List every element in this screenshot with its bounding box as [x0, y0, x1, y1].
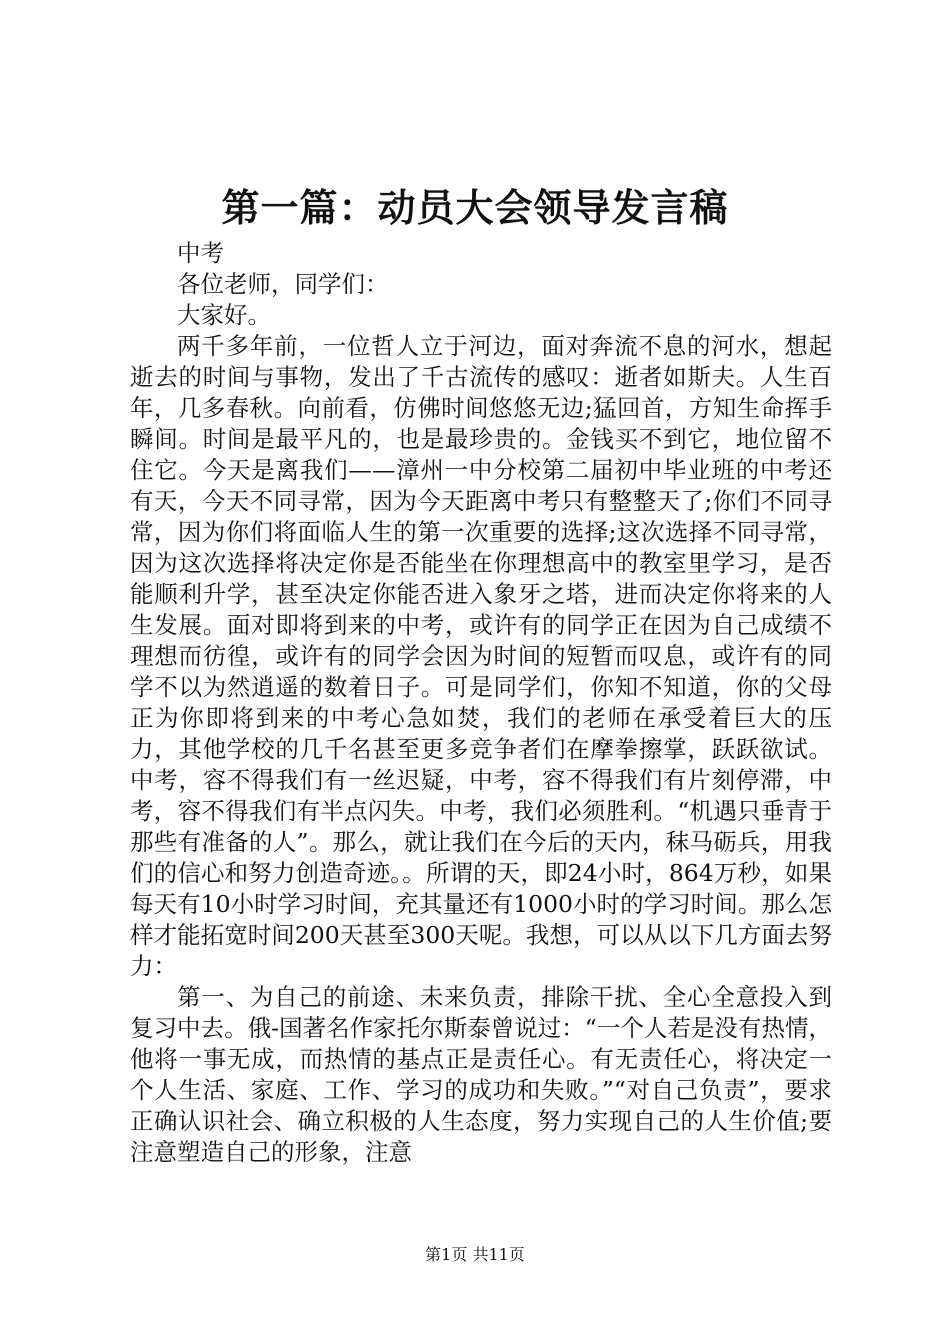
paragraph-exam-label: 中考	[177, 239, 224, 267]
paragraph-point-one: 第一、为自己的前途、未来负责，排除干扰、全心全意投入到复习中去。俄-国著名作家托尔斯泰曾说过：“一个人若是没有热情，他将一事无成，而热情的基点正是责任心。有无责任心，将决定一个人生活、家庭、工作、学习的成功和失败。”“对自己负责”，要求正确认识社会、确立积极的人生态度，努力实现自己的人生价值;要注意塑造自己的形象，注意	[130, 983, 832, 1166]
paragraph-salutation: 各位老师，同学们：	[177, 270, 389, 298]
page-footer: 第1页 共11页	[425, 1245, 525, 1264]
paragraph-greeting: 大家好。	[177, 301, 271, 329]
paragraph-main: 两千多年前，一位哲人立于河边，面对奔流不息的河水，想起逝去的时间与事物，发出了千古流传的感叹：逝者如斯夫。人生百年，几多春秋。向前看，仿佛时间悠悠无边;猛回首，方知生命挥手瞬间。时间是最平凡的，也是最珍贵的。金钱买不到它，地位留不住它。今天是离我们——漳州一中分校第二届初中毕业班的中考还有天，今天不同寻常，因为今天距离中考只有整整天了;你们不同寻常，因为你们将面临人生的第一次重要的选择;这次选择不同寻常，因为这次选择将决定你是否能坐在你理想高中的教室里学习，是否能顺利升学，甚至决定你能否进入象牙之塔，进而决定你将来的人生发展。面对即将到来的中考，或许有的同学正在因为自己成绩不理想而彷徨，或许有的同学会因为时间的短暂而叹息，或许有的同学不以为然逍遥的数着日子。可是同学们，你知不知道，你的父母正为你即将到来的中考心急如焚，我们的老师在承受着巨大的压力，其他学校的几千名甚至更多竞争者们在摩拳擦掌，跃跃欲试。中考，容不得我们有一丝迟疑，中考，容不得我们有片刻停滞，中考，容不得我们有半点闪失。中考，我们必须胜利。“机遇只垂青于那些有准备的人”。那么，就让我们在今后的天内，秣马砺兵，用我们的信心和努力创造奇迹。。所谓的天，即24小时，864万秒，如果每天有10小时学习时间，充其量还有1000小时的学习时间。那么怎样才能拓宽时间200天甚至300天呢。我想，可以从以下几方面去努力：	[130, 332, 832, 980]
document-title: 第一篇：动员大会领导发言稿	[221, 185, 729, 230]
document-body	[130, 238, 832, 1168]
